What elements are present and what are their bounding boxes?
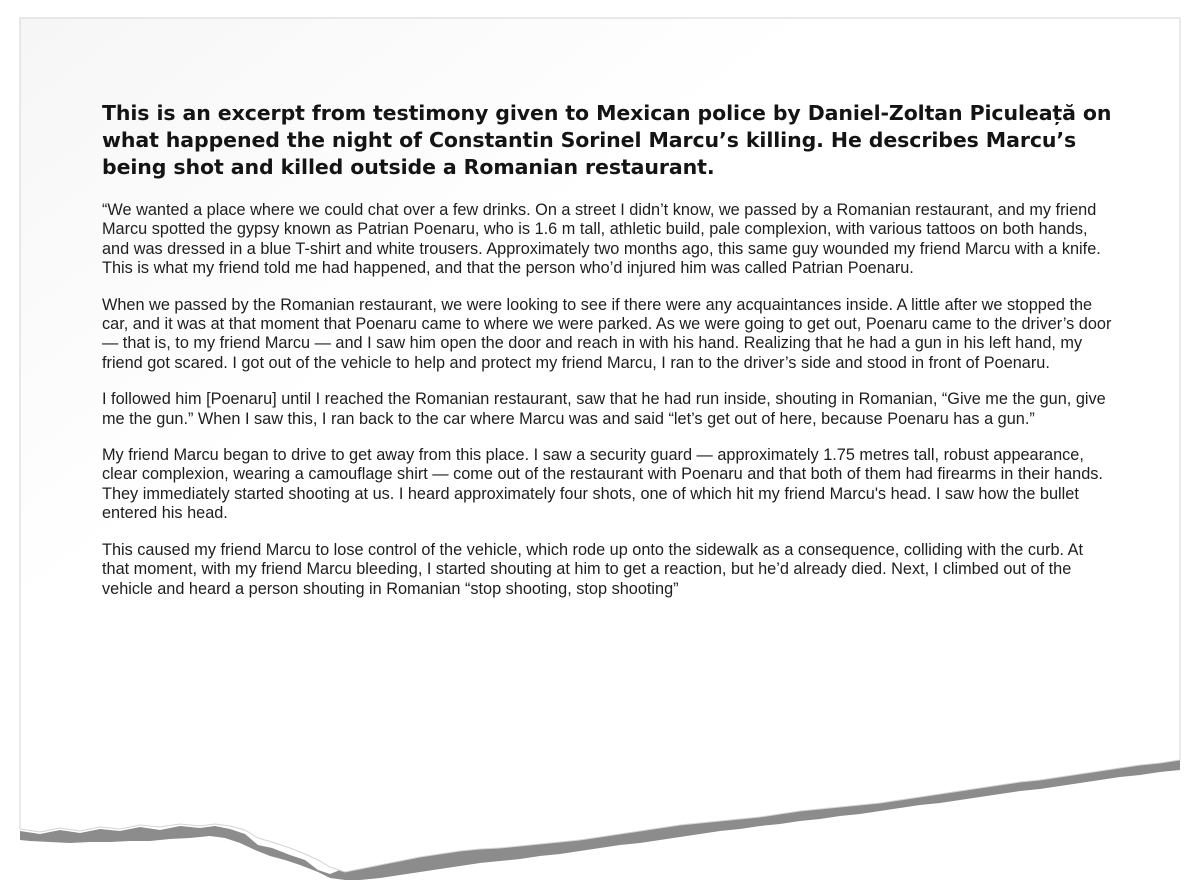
testimony-paragraph-1: “We wanted a place where we could chat over a few drinks. On a street I didn’t know, we passed by a Romanian restaurant, and my friend Marcu spotted the gypsy known as Patrian Poenaru, who is 1.6 m tall, athletic build, pale complexion, with various tattoos on both hands, and was dressed in a blue T-shirt and white trousers. Approximately two months ago, this same guy wounded my friend Marcu with a knife. This is what my friend told me had happened, and that the person who’d injured him was called Patrian Poenaru.	[102, 201, 1101, 278]
testimony-paragraph-2: When we passed by the Romanian restaurant, we were looking to see if there were any acquaintances inside. A little after we stopped the car, and it was at that moment that Poenaru came to where we were parked. As we were going to get out, Poenaru came to the driver’s door — that is, to my friend Marcu — and I saw him open the door and reach in with his hand. Realizing that he had a gun in his left hand, my friend got scared. I got out of the vehicle to help and protect my friend Marcu, I ran to the driver’s side and stood in front of Poenaru.	[102, 295, 1112, 372]
testimony-excerpt	[102, 100, 1112, 616]
testimony-paragraph-3: I followed him [Poenaru] until I reached the Romanian restaurant, saw that he had run inside, shouting in Romanian, “Give me the gun, give me the gun.” When I saw this, I ran back to the car where Marcu was and said “let’s get out of here, because Poenaru has a gun.”	[102, 390, 1106, 428]
excerpt-headline: This is an excerpt from testimony given to Mexican police by Daniel-Zoltan Piculeață on what happened the night of Constantin Sorinel Marcu’s killing. He describes Marcu’s being shot and killed outside a Romanian restaurant.	[102, 101, 1112, 179]
testimony-paragraph-4: My friend Marcu began to drive to get away from this place. I saw a security guard — approximately 1.75 metres tall, robust appearance, clear complexion, wearing a camouflage shirt — come out of the restaurant with Poenaru and that both of them had firearms in their hands. They immediately started shooting at us. I heard approximately four shots, one of which hit my friend Marcu's head. I saw how the bullet entered his head.	[102, 446, 1103, 523]
testimony-paragraph-5: This caused my friend Marcu to lose control of the vehicle, which rode up onto the sidewalk as a consequence, colliding with the curb. At that moment, with my friend Marcu bleeding, I started shouting at him to get a reaction, but he’d already died. Next, I climbed out of the vehicle and heard a person shouting in Romanian “stop shooting, stop shooting”	[102, 540, 1084, 598]
